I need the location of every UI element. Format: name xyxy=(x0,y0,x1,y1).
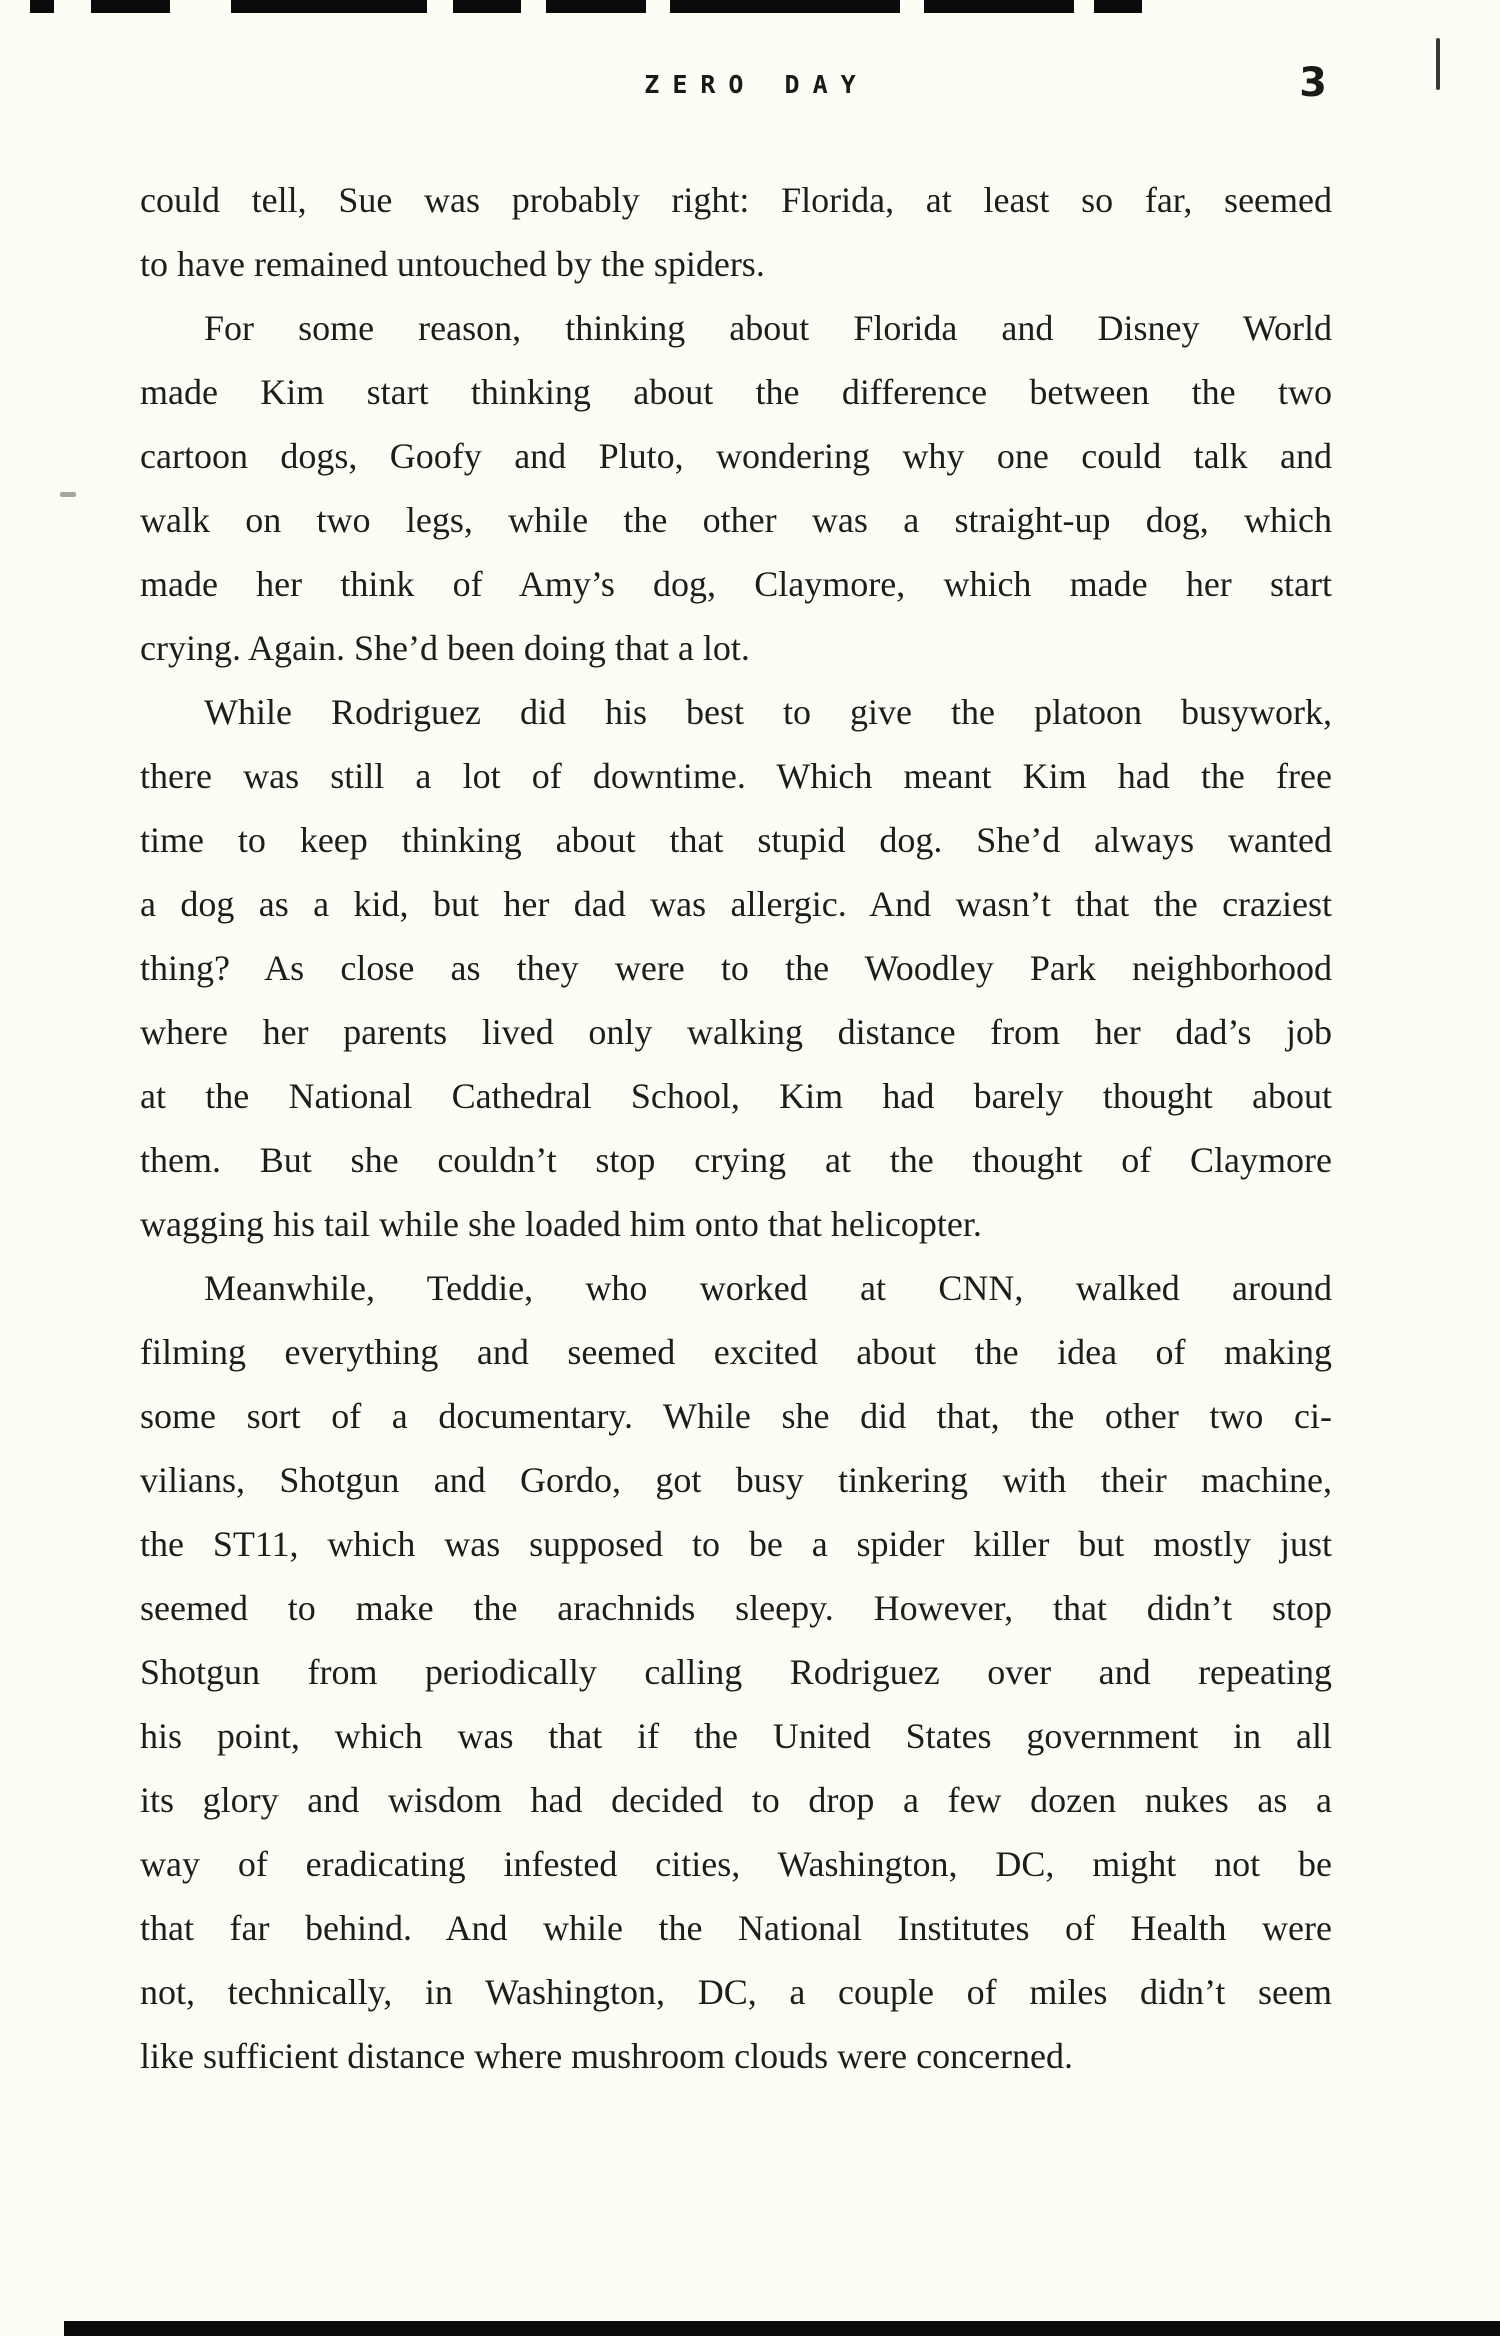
text-line: way of eradicating infested cities, Washington, DC, might not be xyxy=(140,1844,1332,1884)
text-line: Shotgun from periodically calling Rodriguez over and repeating xyxy=(140,1652,1332,1692)
text-line: there was still a lot of downtime. Which meant Kim had the free xyxy=(140,756,1332,796)
scan-bar-segment xyxy=(670,0,900,13)
text-line: some sort of a documentary. While she did that, the other two ci- xyxy=(140,1396,1332,1436)
text-line: his point, which was that if the United States government in all xyxy=(140,1716,1332,1756)
text-line: vilians, Shotgun and Gordo, got busy tinkering with their machine, xyxy=(140,1460,1332,1500)
scan-artifact-bottom-bar xyxy=(64,2321,1500,2336)
text-line: seemed to make the arachnids sleepy. However, that didn’t stop xyxy=(140,1588,1332,1628)
text-line: cartoon dogs, Goofy and Pluto, wondering why one could talk and xyxy=(140,436,1332,476)
text-line: the ST11, which was supposed to be a spider killer but mostly just xyxy=(140,1524,1332,1564)
text-line: walk on two legs, while the other was a straight-up dog, which xyxy=(140,500,1332,540)
text-line: where her parents lived only walking distance from her dad’s job xyxy=(140,1012,1332,1052)
text-line: like sufficient distance where mushroom clouds were concerned. xyxy=(140,2036,1074,2076)
scan-bar-segment xyxy=(30,0,54,13)
text-line: thing? As close as they were to the Woodley Park neighborhood xyxy=(140,948,1332,988)
text-line: wagging his tail while she loaded him onto that helicopter. xyxy=(140,1204,982,1244)
text-line: a dog as a kid, but her dad was allergic. And wasn’t that the craziest xyxy=(140,884,1332,924)
text-line: not, technically, in Washington, DC, a couple of miles didn’t seem xyxy=(140,1972,1332,2012)
scan-bar-segment xyxy=(1094,0,1142,13)
scan-bar-segment xyxy=(91,0,170,13)
running-head-title: ZERO DAY xyxy=(644,70,869,99)
body-text xyxy=(140,168,1332,2088)
text-line: that far behind. And while the National Institutes of Health were xyxy=(140,1908,1332,1948)
text-line: crying. Again. She’d been doing that a lot. xyxy=(140,628,750,668)
text-line: For some reason, thinking about Florida and Disney World xyxy=(204,308,1332,348)
text-line: made Kim start thinking about the difference between the two xyxy=(140,372,1332,412)
scan-mark-left xyxy=(60,492,76,497)
text-line: made her think of Amy’s dog, Claymore, which made her start xyxy=(140,564,1332,604)
text-line: filming everything and seemed excited about the idea of making xyxy=(140,1332,1332,1372)
text-line: its glory and wisdom had decided to drop a few dozen nukes as a xyxy=(140,1780,1332,1820)
scan-bar-segment xyxy=(924,0,1074,13)
scan-mark-right xyxy=(1436,38,1440,90)
text-line: time to keep thinking about that stupid dog. She’d always wanted xyxy=(140,820,1332,860)
text-line: could tell, Sue was probably right: Florida, at least so far, seemed xyxy=(140,180,1332,220)
text-line: them. But she couldn’t stop crying at the thought of Claymore xyxy=(140,1140,1332,1180)
scan-bar-segment xyxy=(231,0,427,13)
scan-bar-segment xyxy=(546,0,646,13)
page-header xyxy=(0,60,1500,106)
text-line: Meanwhile, Teddie, who worked at CNN, walked around xyxy=(204,1268,1332,1308)
page-number: 3 xyxy=(1299,60,1327,106)
text-line: to have remained untouched by the spiders. xyxy=(140,244,765,284)
scan-bar-segment xyxy=(453,0,521,13)
text-line: at the National Cathedral School, Kim had barely thought about xyxy=(140,1076,1332,1116)
text-line: While Rodriguez did his best to give the platoon busywork, xyxy=(204,692,1332,732)
